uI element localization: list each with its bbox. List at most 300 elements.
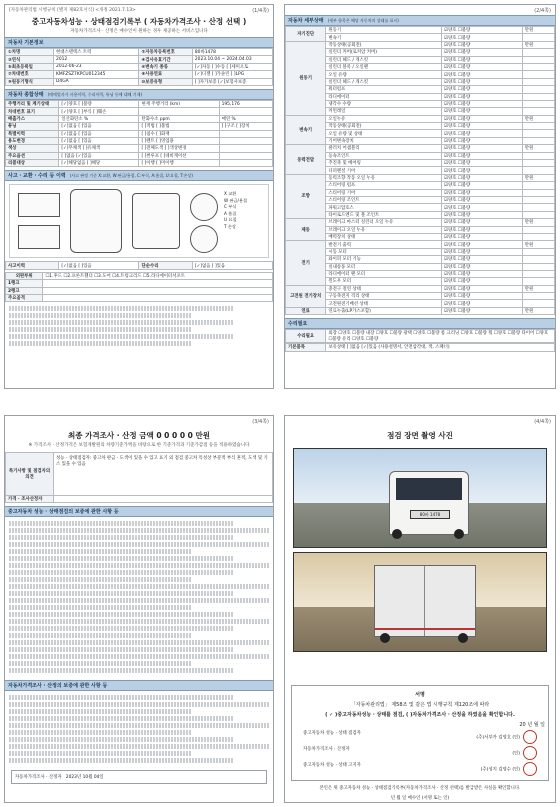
- repair-label: 단순수리: [139, 262, 192, 269]
- detail-item-price: 만원: [522, 145, 554, 152]
- basic-items-label: 기본품목: [286, 344, 326, 351]
- basic-info-row: [6, 56, 273, 63]
- detail-item-price: [522, 300, 554, 307]
- page-3: [4, 415, 274, 803]
- detail-row: [286, 71, 555, 78]
- detail-item-price: [522, 204, 554, 211]
- detail-item-label: 실내송풍 모터: [326, 263, 442, 270]
- frame-item: ☐5.라디에이터서포트: [142, 274, 185, 280]
- total-status-row: [6, 137, 273, 144]
- footer-note: 본인은 위 중고자동차 성능 · 상태점검기록부(자동차가격조사 · 산정 선택)를 발급받은 사실을 확인합니다.: [319, 786, 521, 791]
- detail-item-price: [522, 49, 554, 56]
- truck-cab: [389, 471, 469, 535]
- detail-item-label: 실린더 커버(로커암 커버): [326, 49, 442, 56]
- caution-section: 중고자동차 성능 · 상태점검의 보증에 관한 사항 등: [5, 506, 273, 517]
- page-1-title: 중고자동차성능 · 상태점검기록부 ( 자동차가격조사 · 산정 선택 ): [31, 17, 247, 26]
- repair-item: 유리 ☐양호 ☐불량: [342, 337, 379, 343]
- total-status-value: [139, 108, 219, 115]
- detail-group-label: 연료: [286, 307, 326, 314]
- caution-text: [5, 517, 273, 677]
- total-status-value: [219, 137, 272, 144]
- detail-item-label: 오일누유: [326, 115, 442, 122]
- detail-item-price: 만원: [522, 27, 554, 34]
- detail-item-status: ☑양호 ☐불량: [442, 263, 523, 270]
- basic-info-row: [6, 71, 273, 78]
- legend-item: C 부식: [224, 204, 237, 210]
- legend-item: X 교환: [224, 191, 237, 197]
- signature-box: [291, 685, 549, 781]
- total-status-label: 주요옵션: [6, 152, 59, 159]
- detail-row: [286, 248, 555, 255]
- total-status-row: [6, 130, 273, 137]
- detail-row: [286, 86, 555, 93]
- basic-info-table: [5, 48, 273, 86]
- opinion-value: [54, 496, 273, 503]
- detail-section: 자동차 세부상태 (세부 항목은 해당 자동차의 상태를 표시): [285, 15, 555, 26]
- detail-item-label: 커먼레일: [326, 108, 442, 115]
- basic-info-value: 80바1478: [192, 49, 272, 56]
- detail-item-label: 원동기: [326, 27, 442, 34]
- damage-legend: [224, 191, 247, 230]
- page-3-title: 최종 가격조사 · 산정 금액 0 0 0 0 0 만원: [68, 431, 210, 440]
- detail-row: [286, 211, 555, 218]
- detail-row: [286, 307, 555, 314]
- detail-item-price: [522, 86, 554, 93]
- detail-item-label: 워터펌프: [326, 86, 442, 93]
- total-status-value: [✓]없음 [ ]있음: [59, 130, 139, 137]
- frame-rank-row: [6, 280, 273, 287]
- detail-item-label: 라디에이터 팬 모터: [326, 270, 442, 277]
- basic-info-label: ⑨원동기형식: [6, 78, 54, 85]
- basic-info-label: ④검사유효기간: [139, 56, 192, 63]
- page-1-filler-lines: [5, 302, 273, 350]
- repair-row: [286, 330, 555, 343]
- detail-item-status: ☑양호 ☐불량: [442, 182, 523, 189]
- detail-group-label: 조향: [286, 174, 326, 218]
- detail-item-status: ☑양호 ☐불량: [442, 196, 523, 203]
- detail-row: [286, 34, 555, 41]
- seal-stamp: [523, 730, 537, 744]
- detail-item-label: 라디에이터: [326, 93, 442, 100]
- total-status-value: [219, 152, 272, 159]
- signer-name: (주)서부카 김영호 (인): [476, 730, 537, 744]
- page-1-header-ref: [자동차관리법 시행규칙 [별지 제82호서식] <개정 2021.7.13>: [9, 8, 136, 13]
- repair-label: 수리필요: [286, 330, 326, 343]
- detail-item-price: 만원: [522, 285, 554, 292]
- basic-info-row: [6, 49, 273, 56]
- history-label: 사고이력: [6, 262, 59, 269]
- detail-row: [286, 204, 555, 211]
- total-status-value: [ ]없음 [✓]있음: [59, 152, 139, 159]
- page-2: [284, 4, 556, 389]
- basic-info-row: [6, 78, 273, 85]
- detail-item-label: 클러치 어셈블리: [326, 145, 442, 152]
- total-status-value: [219, 130, 272, 137]
- notice-text: 성능 · 상태점검자: 중고차 판금 · 도색이 있을 수 있고 표기 외 점검 중고차 특성상 부분적 부식 흔적, 도색 및 기스 있을 수 있음: [54, 453, 273, 496]
- detail-item-price: 만원: [522, 41, 554, 48]
- notice-label: 특기사항 및 점검자의 의견: [6, 453, 54, 496]
- detail-item-price: [522, 278, 554, 285]
- basic-info-value: 2012-06-23: [54, 63, 139, 70]
- vehicle-diagram: [9, 184, 269, 258]
- detail-item-status: ☑양호 ☐불량: [442, 278, 523, 285]
- frame-label: 외판부위: [6, 272, 43, 279]
- detail-item-price: 만원: [522, 174, 554, 181]
- total-status-value: [ ]썬루프 [ ]네비게이션: [139, 152, 219, 159]
- detail-item-price: [522, 108, 554, 115]
- detail-item-label: 파워고압호스: [326, 204, 442, 211]
- detail-item-price: [522, 263, 554, 270]
- basic-info-label: ⑩보증유형: [139, 78, 192, 85]
- signature-date: 20 년 월 일: [519, 722, 545, 728]
- total-status-label: 특별이력: [6, 130, 59, 137]
- frame-item: ☐2.프론트휀더: [63, 274, 95, 280]
- detail-item-status: ☑양호 ☐불량: [442, 300, 523, 307]
- total-status-value: [✓]무채색 [ ]유채색: [59, 145, 139, 152]
- basic-info-value: [✓]디젤 [ ]가솔린 [ ]LPG: [192, 71, 272, 78]
- frame-rank-value: [43, 280, 273, 287]
- detail-item-status: ☑양호 ☐불량: [442, 34, 523, 41]
- detail-item-label: 오일 유량: [326, 71, 442, 78]
- total-status-row: [6, 115, 273, 122]
- total-status-section: 자동차 종합상태 (매매업자가 사용이력, 수리이력, 튜닝 등에 대해 기재): [5, 89, 273, 100]
- basic-info-label: ②자동차등록번호: [139, 49, 192, 56]
- total-status-value: [ ]전체도색 [ ]색상변경: [139, 145, 219, 152]
- signer-row: [303, 762, 537, 776]
- basic-info-value: 2012: [54, 56, 139, 63]
- detail-item-status: ☑양호 ☐불량: [442, 256, 523, 263]
- detail-item-label: 기어변속장치: [326, 137, 442, 144]
- repair-item: 휠 ☐양호 ☐불량: [488, 331, 522, 337]
- detail-row: [286, 56, 555, 63]
- detail-item-price: [522, 78, 554, 85]
- signer-list: [295, 730, 545, 776]
- frame-item: ☐3.도어: [94, 274, 113, 280]
- detail-item-price: [522, 123, 554, 130]
- detail-row: [286, 100, 555, 107]
- frame-rank-row: [6, 295, 273, 302]
- detail-item-price: [522, 160, 554, 167]
- total-status-value: 195,176: [219, 100, 272, 107]
- detail-group-label: 원동기: [286, 41, 326, 115]
- detail-row: [286, 256, 555, 263]
- detail-group-label: 제동: [286, 219, 326, 241]
- detail-item-status: ☑양호 ☐불량: [442, 71, 523, 78]
- signer-row: [303, 730, 537, 744]
- repair-item: 외장 ☐양호 ☐불량: [328, 331, 366, 337]
- detail-item-label: 윈도우 모터: [326, 278, 442, 285]
- frame-items-cell: [43, 272, 273, 279]
- detail-item-status: ☑양호 ☐불량: [442, 270, 523, 277]
- page-4-number: (4/4쪽): [534, 419, 551, 425]
- detail-item-label: 스티어링 펌프: [326, 182, 442, 189]
- basic-info-label: ⑤최초등록일: [6, 63, 54, 70]
- signer-role: 자동차가격조사 · 산정자: [303, 747, 350, 752]
- detail-item-status: ☑양호 ☐불량: [442, 285, 523, 292]
- detail-item-price: [522, 211, 554, 218]
- detail-row: [286, 160, 555, 167]
- detail-row: [286, 49, 555, 56]
- detail-row: [286, 278, 555, 285]
- detail-group-label: 동력전달: [286, 145, 326, 175]
- frame-rank-value: [43, 287, 273, 294]
- detail-item-price: [522, 63, 554, 70]
- seal-stamp: [523, 762, 537, 776]
- confirm-value: 2023년 10월 04일: [65, 775, 104, 781]
- detail-row: [286, 41, 555, 48]
- detail-item-label: 변속기: [326, 34, 442, 41]
- total-status-label: 용도변경: [6, 137, 59, 144]
- detail-item-label: 동력조향 작동 오일 누유: [326, 174, 442, 181]
- page-3-number: (3/4쪽): [252, 419, 269, 425]
- basic-items-value: 보유상태 [ ]없음 [✓]있음 (사용설명서, 안전삼각대, 잭, 스패너): [326, 344, 555, 351]
- basic-info-value: [✓]자동 [ ]수동 [ ]세미오토: [192, 63, 272, 70]
- basic-info-value: 2023.10.04 ~ 2024.04.03: [192, 56, 272, 63]
- detail-item-status: ☑양호 ☐불량: [442, 189, 523, 196]
- truck-rear-photo: [293, 552, 547, 652]
- total-status-label: 튜닝: [6, 123, 59, 130]
- detail-row: [286, 196, 555, 203]
- basic-info-section: 자동차 기본정보: [5, 37, 273, 48]
- total-status-row: [6, 100, 273, 107]
- signature-header: 서명: [415, 692, 425, 698]
- detail-row: [286, 108, 555, 115]
- detail-row: [286, 233, 555, 240]
- total-status-value: [✓]양호 [ ]불량: [59, 100, 139, 107]
- basic-info-value: [ ]자가보증 [✓]보험사보증: [192, 78, 272, 85]
- legend-item: A 흠집: [224, 210, 237, 216]
- total-status-label: 주행거리 및 계기상태: [6, 100, 59, 107]
- page-3-subtitle: ※ 가격조사 · 산정가격은 보험개발원의 차량기준가액을 바탕으로 한 기준가격과 기준가감점 등을 적용하였습니다: [28, 443, 250, 448]
- truck-cargo-box: [374, 565, 476, 637]
- legend-item: W 판금/용접: [224, 197, 248, 203]
- signer-name: (주)성지 김영수 (인): [481, 762, 537, 776]
- detail-item-price: [522, 189, 554, 196]
- page-1: [4, 4, 274, 389]
- detail-item-status: ☑양호 ☐불량: [442, 100, 523, 107]
- detail-item-status: ☑양호 ☐불량: [442, 307, 523, 314]
- repair-needed-table: [285, 329, 555, 343]
- detail-item-status: ☑양호 ☐불량: [442, 78, 523, 85]
- frame-rank-value: [43, 295, 273, 302]
- signature-text-2: ( ✓ )중고자동차성능 · 상태를 점검, ( )자동차가격조사 · 산정을 하였음을 확인합니다.: [325, 712, 515, 718]
- detail-row: [286, 152, 555, 159]
- detail-item-label: 고전원전기배선 상태: [326, 300, 442, 307]
- detail-item-status: ☑양호 ☐불량: [442, 152, 523, 159]
- basic-info-value: 현대스텐텍스 트럭: [54, 49, 139, 56]
- opinion-label: 가격 · 조사산정자: [6, 496, 54, 503]
- detail-item-label: 작동상태(공회전): [326, 123, 442, 130]
- detail-row: [286, 263, 555, 270]
- signer-name: (인): [512, 746, 537, 760]
- total-status-value: [ ]구조 [ ]장치: [219, 123, 272, 130]
- detail-row: [286, 145, 555, 152]
- frame-item: ☐4.트렁크리드: [112, 274, 143, 280]
- total-status-value: 탄화수소 ppm: [139, 115, 219, 122]
- detail-row: [286, 78, 555, 85]
- detail-item-label: 브레이크 오일 누유: [326, 226, 442, 233]
- detail-item-price: [522, 196, 554, 203]
- detail-row: [286, 93, 555, 100]
- detail-item-label: 실린더 헤드 / 개스킷: [326, 56, 442, 63]
- car-front-view: [190, 193, 218, 221]
- page-1-number: (1/4쪽): [252, 8, 269, 14]
- detail-item-price: [522, 167, 554, 174]
- detail-row: [286, 300, 555, 307]
- total-status-value: [219, 108, 272, 115]
- detail-row: [286, 182, 555, 189]
- total-status-value: 현재 주행거리 (km): [139, 100, 219, 107]
- total-status-value: [✓]없음 [ ]있음: [59, 123, 139, 130]
- total-status-value: [ ]렌트 [ ]영업용: [139, 137, 219, 144]
- signer-role: 중고자동차 성능 · 상태 점검자: [303, 731, 361, 736]
- total-status-value: [ ]침수 [ ]화재: [139, 130, 219, 137]
- detail-item-label: 스티어링 조인트: [326, 196, 442, 203]
- signer-role: 중고자동차 성능 · 상태 고지자: [303, 763, 361, 768]
- detail-item-label: 브레이크 마스터 실린더 오일 누유: [326, 219, 442, 226]
- total-status-row: [6, 145, 273, 152]
- detail-item-price: [522, 93, 554, 100]
- detail-table: [285, 26, 555, 315]
- confirm-label: 자동차가격조사 · 산정자: [15, 775, 62, 781]
- total-status-label: 배출가스: [6, 115, 59, 122]
- detail-row: [286, 241, 555, 248]
- page-2-number: (2/4쪽): [534, 8, 551, 14]
- signer-row: [303, 746, 537, 760]
- detail-item-price: 만원: [522, 115, 554, 122]
- detail-item-label: 구동축전지 격리 상태: [326, 293, 442, 300]
- basic-info-row: [6, 63, 273, 70]
- detail-item-label: 냉각수 수량: [326, 100, 442, 107]
- buyer-signature-line: 년 월 일 매수인 (서명 또는 인): [390, 796, 450, 801]
- detail-item-status: ☑양호 ☐불량: [442, 226, 523, 233]
- detail-item-label: 작동상태(공회전): [326, 41, 442, 48]
- detail-group-label: 전기: [286, 241, 326, 285]
- license-plate: 80바 1478: [410, 510, 450, 519]
- detail-item-status: ☑양호 ☐불량: [442, 248, 523, 255]
- basic-info-value: D4GA: [54, 78, 139, 85]
- total-status-value: [✓]양호 [ ]부식 [ ]훼손: [59, 108, 139, 115]
- car-top-view: [70, 189, 122, 253]
- signature-text-1: 「자동차관리법」 제58조 및 같은 법 시행규칙 제120조에 따라: [350, 702, 490, 708]
- detail-row: [286, 137, 555, 144]
- detail-row: [286, 123, 555, 130]
- detail-row: [286, 167, 555, 174]
- detail-item-status: ☑양호 ☐불량: [442, 211, 523, 218]
- detail-item-label: 디퍼렌셜 기어: [326, 167, 442, 174]
- detail-item-status: ☑양호 ☐불량: [442, 27, 523, 34]
- detail-item-status: ☑양호 ☐불량: [442, 233, 523, 240]
- total-status-value: [ ]적법 [ ]불법: [139, 123, 219, 130]
- detail-item-price: [522, 71, 554, 78]
- page-1-subtitle: 자동차가격조사 · 산정은 매수인이 원하는 경우 제공하는 서비스입니다: [70, 29, 208, 34]
- detail-item-status: ☑양호 ☐불량: [442, 86, 523, 93]
- basic-items-table: [285, 343, 555, 351]
- detail-item-status: ☑양호 ☐불량: [442, 49, 523, 56]
- detail-row: [286, 285, 555, 292]
- detail-item-price: [522, 293, 554, 300]
- detail-item-label: 타이로드엔드 및 볼 조인트: [326, 211, 442, 218]
- detail-item-price: [522, 137, 554, 144]
- car-frame-view: [132, 193, 180, 249]
- detail-row: [286, 219, 555, 226]
- truck-front-photo: [293, 448, 547, 548]
- basic-info-label: ③연식: [6, 56, 54, 63]
- basic-info-label: ⑥변속기 종류: [139, 63, 192, 70]
- detail-item-price: [522, 56, 554, 63]
- repair-item: 타이어 ☐양호 ☐불량: [328, 331, 549, 343]
- total-status-row: [6, 152, 273, 159]
- detail-row: [286, 189, 555, 196]
- frame-rank-label: 1랭크: [6, 280, 43, 287]
- detail-item-status: ☑양호 ☐불량: [442, 56, 523, 63]
- total-status-value: [ ]이행 [ ]미이행: [139, 160, 219, 167]
- basic-info-label: ⑦차대번호: [6, 71, 54, 78]
- detail-item-status: ☑양호 ☐불량: [442, 241, 523, 248]
- pricing-section: 자동차가격조사 · 산정의 보증에 관한 사항 등: [5, 680, 273, 691]
- detail-row: [286, 174, 555, 181]
- history-table: [5, 261, 273, 269]
- detail-item-price: [522, 182, 554, 189]
- detail-item-status: ☑양호 ☐불량: [442, 41, 523, 48]
- detail-item-status: ☑양호 ☐불량: [442, 293, 523, 300]
- confirm-box: [11, 770, 267, 784]
- detail-item-price: 만원: [522, 241, 554, 248]
- repair-item: 광택 ☐양호 ☐불량: [403, 331, 441, 337]
- detail-item-label: 등속조인트: [326, 152, 442, 159]
- detail-item-status: ☑양호 ☐불량: [442, 108, 523, 115]
- detail-item-status: ☑양호 ☐불량: [442, 204, 523, 211]
- detail-item-label: 오일 유량 및 상태: [326, 130, 442, 137]
- detail-item-price: [522, 226, 554, 233]
- total-status-table: [5, 100, 273, 168]
- page-4: [284, 415, 556, 803]
- pricing-text: [5, 691, 273, 767]
- total-status-label: 리콜대상: [6, 160, 59, 167]
- detail-item-status: ☑양호 ☐불량: [442, 115, 523, 122]
- car-rear-view: [190, 225, 218, 253]
- detail-item-status: ☑양호 ☐불량: [442, 93, 523, 100]
- frame-row: [6, 272, 273, 279]
- detail-item-status: ☑양호 ☐불량: [442, 219, 523, 226]
- detail-item-price: [522, 130, 554, 137]
- total-status-label: 색상: [6, 145, 59, 152]
- detail-item-price: [522, 270, 554, 277]
- total-status-value: 매연 %: [219, 115, 272, 122]
- frame-item: ☐1.후드: [45, 274, 64, 280]
- detail-row: [286, 293, 555, 300]
- detail-row: [286, 27, 555, 34]
- repair-item: 룸 크리닝 ☐양호 ☐불량: [440, 331, 489, 337]
- detail-item-price: [522, 248, 554, 255]
- detail-item-status: ☑양호 ☐불량: [442, 123, 523, 130]
- detail-item-status: ☑양호 ☐불량: [442, 130, 523, 137]
- detail-item-label: 발전기 출력: [326, 241, 442, 248]
- legend-item: U 요철: [224, 217, 237, 223]
- detail-item-label: 스티어링 기어: [326, 189, 442, 196]
- detail-item-label: 와이퍼 모터 기능: [326, 256, 442, 263]
- basic-info-value: KMFZSZ7KPCU012345: [54, 71, 139, 78]
- detail-item-status: ☑양호 ☐불량: [442, 145, 523, 152]
- history-value: [✓]없음 [ ]있음: [59, 262, 139, 269]
- car-right-view: [18, 225, 60, 249]
- detail-item-label: 실린더 블록 / 오일팬: [326, 63, 442, 70]
- detail-item-label: 충전구 절연 상태: [326, 285, 442, 292]
- detail-item-price: 만원: [522, 219, 554, 226]
- detail-item-price: [522, 100, 554, 107]
- total-status-value: [✓]없음 [ ]있음: [59, 137, 139, 144]
- detail-item-label: 배력장치 상태: [326, 233, 442, 240]
